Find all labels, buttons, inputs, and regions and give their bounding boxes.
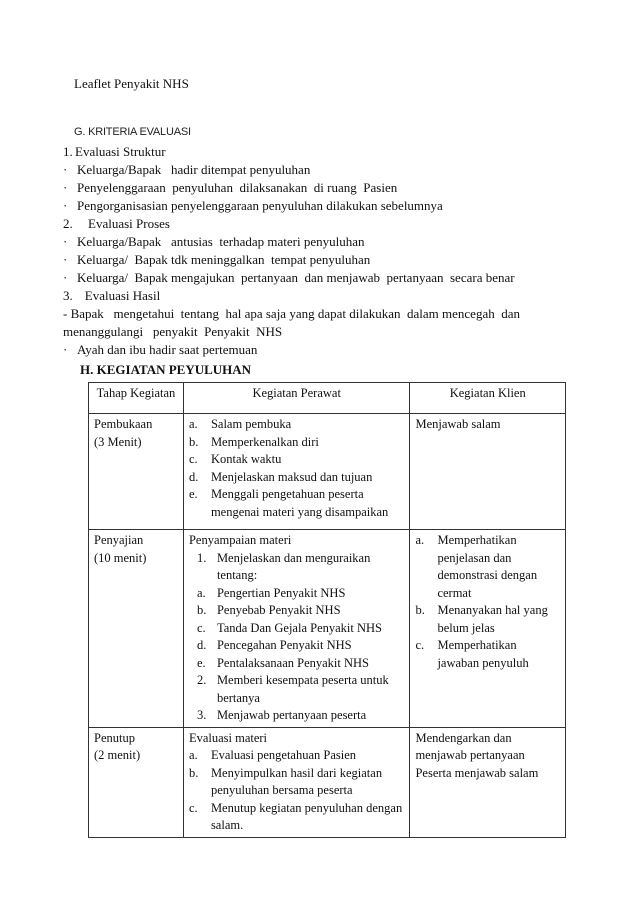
stage-duration: (2 menit) [94,748,141,762]
list-marker: 2. [196,673,207,687]
evaluation-criteria-list [63,143,623,359]
list-item-text: Menjawab pertanyaan peserta [216,708,367,722]
header-stage: Tahap Kegiatan [89,383,184,414]
stage-cell [89,414,184,530]
criteria-line-text: Evaluasi Struktur [75,144,166,159]
criteria-line [63,269,623,287]
list-item-text: Menanyakan hal yang belum jelas [437,603,548,635]
criteria-line [63,287,623,305]
list-item [189,747,405,765]
criteria-line-text: Keluarga/Bapak antusias terhadap materi penyuluhan [77,234,365,249]
list-item-text: Pengertian Penyakit NHS [216,585,346,600]
criteria-line-text: - Bapak mengetahui tentang hal apa saja yang dapat dilakukan dalam mencegah dan [63,306,520,321]
criteria-line [63,305,623,323]
activities-table [88,382,566,838]
list-marker: c. [188,452,198,466]
stage-duration: (3 Menit) [94,434,142,449]
criteria-line-text: Keluarga/ Bapak mengajukan pertanyaan dan menjawab pertanyaan secara benar [77,270,515,285]
list-item [189,416,405,434]
number-marker: 3. [63,288,73,303]
stage-cell [89,727,184,837]
table-row [89,727,566,837]
table-row [89,530,566,728]
list-marker: c. [188,800,198,815]
stage-duration: (10 menit) [94,550,147,565]
list-item-text: Tanda Dan Gejala Penyakit NHS [216,620,382,635]
list-item-text: Salam pembuka [210,417,292,431]
header-client-activity: Kegiatan Klien [410,383,566,414]
criteria-line-text: Penyelenggaraan penyuluhan dilaksanakan di ruang Pasien [77,180,398,195]
list-marker: a. [188,748,198,762]
list-item [189,707,405,725]
criteria-line-text: Keluarga/ Bapak tdk meninggalkan tempat penyuluhan [77,252,371,267]
list-marker: d. [188,469,199,484]
criteria-line [63,341,623,359]
bullet-marker: · [63,270,68,285]
client-activity-cell [410,530,566,728]
list-marker: c. [196,620,206,635]
list-marker: c. [415,638,425,652]
list-item-text: Pentalaksanaan Penyakit NHS [216,655,369,670]
list-marker: b. [196,603,207,617]
document-title: Leaflet Penyakit NHS [74,76,189,91]
list-item [189,602,405,620]
list-item [415,416,560,434]
list-marker: b. [188,434,199,449]
list-marker: d. [196,638,207,652]
list-item-text: Memperhatikan penjelasan dan demonstrasi dengan cermat [437,533,538,600]
bullet-marker: · [63,162,68,177]
bullet-marker: · [63,252,68,267]
list-item-text: Kontak waktu [210,452,282,466]
list-item-text: Menjelaskan dan menguraikan tentang: [216,550,371,582]
number-marker: 2. [63,216,73,231]
stage-name: Penutup [94,730,135,745]
list-item-text: Memperhatikan jawaban penyuluh [437,638,529,670]
list-item [189,800,405,835]
stage-name: Pembukaan [94,417,153,431]
nurse-activity-cell [183,727,410,837]
criteria-line-text: menanggulangi penyakit Penyakit NHS [63,324,283,339]
list-marker: a. [188,417,198,431]
criteria-line [63,179,623,197]
criteria-line [63,143,623,161]
list-item [189,486,405,521]
list-item [415,532,560,602]
list-marker: a. [196,585,206,600]
table-row [89,414,566,530]
criteria-line-text: Evaluasi Hasil [75,288,161,303]
list-marker: e. [196,655,206,670]
list-item [189,637,405,655]
stage-cell [89,530,184,728]
stage-name: Penyajian [94,533,144,547]
criteria-line [63,215,623,233]
nurse-activity-cell [183,414,410,530]
list-item [189,585,405,603]
list-item [415,730,560,765]
list-item [189,451,405,469]
list-item [189,469,405,487]
list-marker: 3. [196,708,207,722]
list-item [189,550,405,585]
list-item-text: Memberi kesempata peserta untuk bertanya [216,673,389,705]
list-item-text: Penyebab Penyakit NHS [216,603,341,617]
criteria-line [63,251,623,269]
cell-spacer [189,521,405,527]
activities-heading: H. KEGIATAN PEYULUHAN [80,362,252,377]
criteria-line-text: Evaluasi Proses [75,216,170,231]
list-marker: b. [188,765,199,780]
list-item-text: Menjawab salam [415,417,501,431]
list-item-text: Menyimpulkan hasil dari kegiatan penyuluhan bersama peserta [210,765,383,797]
list-item [415,765,560,783]
list-item [189,434,405,452]
list-item-text: Mendengarkan dan menjawab pertanyaan [415,730,525,762]
bullet-marker: · [63,342,68,357]
nurse-activity-intro: Evaluasi materi [188,730,268,745]
list-item [415,637,560,672]
list-item [189,672,405,707]
list-item-text: Menggali pengetahuan peserta mengenai materi yang disampaikan [210,487,389,519]
list-item [189,765,405,800]
list-item-text: Peserta menjawab salam [415,765,539,780]
client-activity-cell [410,414,566,530]
list-item [415,602,560,637]
list-item-text: Pencegahan Penyakit NHS [216,638,352,652]
header-nurse-activity: Kegiatan Perawat [183,383,410,414]
bullet-marker: · [63,180,68,195]
nurse-activity-cell [183,530,410,728]
list-item [189,655,405,673]
criteria-line [63,233,623,251]
bullet-marker: · [63,234,68,249]
criteria-line [63,197,623,215]
criteria-line-text: Keluarga/Bapak hadir ditempat penyuluhan [77,162,311,177]
bullet-marker: · [63,198,68,213]
list-item-text: Menutup kegiatan penyuluhan dengan salam. [210,800,403,832]
number-marker: 1. [63,144,73,159]
table-header-row [89,383,566,414]
list-marker: 1. [196,550,207,565]
client-activity-cell [410,727,566,837]
list-marker: e. [188,487,198,501]
list-marker: a. [415,533,425,547]
criteria-line [63,323,623,341]
list-item-text: Menjelaskan maksud dan tujuan [210,469,373,484]
list-marker: b. [415,603,425,617]
nurse-activity-intro: Penyampaian materi [188,533,292,547]
criteria-line-text: Ayah dan ibu hadir saat pertemuan [77,342,258,357]
criteria-line-text: Pengorganisasian penyelenggaraan penyuluhan dilakukan sebelumnya [77,198,443,213]
list-item-text: Evaluasi pengetahuan Pasien [210,748,357,762]
list-item-text: Memperkenalkan diri [210,434,319,449]
criteria-line [63,161,623,179]
list-item [189,620,405,638]
criteria-heading: G. KRITERIA EVALUASI [74,126,191,138]
